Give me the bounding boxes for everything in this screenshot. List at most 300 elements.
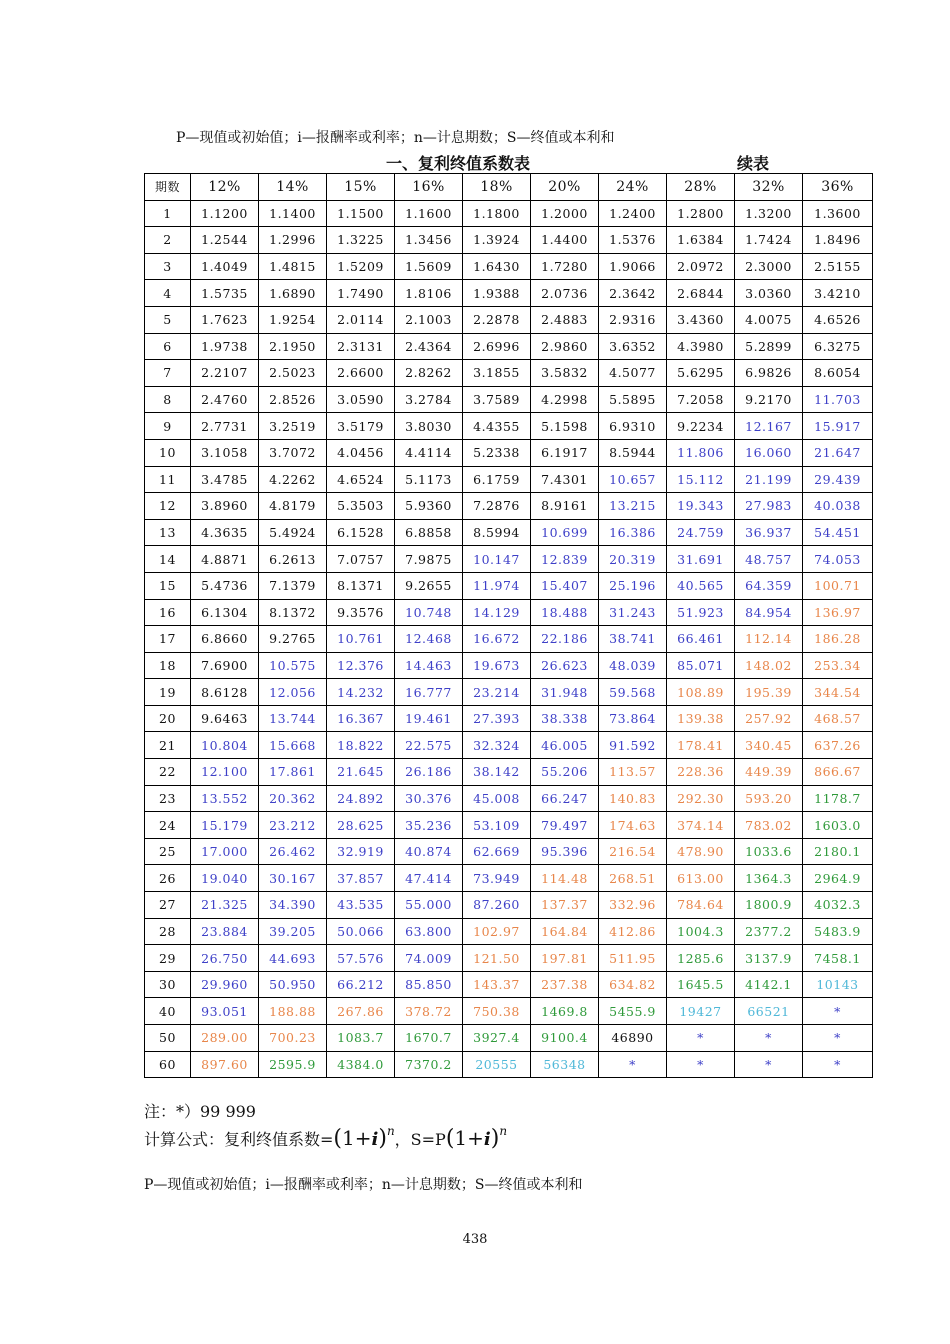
table-cell-value: 1.3200: [735, 200, 803, 227]
table-cell-value: 4.3980: [667, 333, 735, 360]
table-cell-star: *: [667, 1025, 735, 1052]
table-cell-value: 40.565: [667, 572, 735, 599]
table-cell-value: 292.30: [667, 785, 735, 812]
table-cell-value: 188.88: [259, 998, 327, 1025]
table-cell-value: 14.232: [327, 679, 395, 706]
table-cell-value: 66.212: [327, 971, 395, 998]
table-header-row: [145, 174, 873, 201]
table-cell-value: 12.100: [191, 759, 259, 786]
table-cell-value: 1.3225: [327, 227, 395, 254]
table-cell-value: 613.00: [667, 865, 735, 892]
table-cell-value: 4.0075: [735, 306, 803, 333]
table-row: [145, 333, 873, 360]
period-cell: 26: [145, 865, 191, 892]
table-cell-value: 186.28: [803, 626, 873, 653]
table-cell-value: 1.9254: [259, 306, 327, 333]
table-cell-value: 10.575: [259, 652, 327, 679]
table-cell-value: 6.1759: [463, 466, 531, 493]
table-cell-value: 6.8660: [191, 626, 259, 653]
table-cell-value: 5.2899: [735, 333, 803, 360]
table-cell-value: 1.2544: [191, 227, 259, 254]
table-cell-value: 73.864: [599, 705, 667, 732]
period-cell: 9: [145, 413, 191, 440]
table-cell-value: 7370.2: [395, 1051, 463, 1078]
table-cell-value: 1.7490: [327, 280, 395, 307]
table-cell-value: 73.949: [463, 865, 531, 892]
period-cell: 29: [145, 945, 191, 972]
table-cell-value: 6.1304: [191, 599, 259, 626]
formula-exponent: n: [386, 1124, 395, 1138]
table-cell-value: 113.57: [599, 759, 667, 786]
table-cell-value: 5.2338: [463, 439, 531, 466]
table-cell-value: 27.393: [463, 705, 531, 732]
table-cell-value: 12.376: [327, 652, 395, 679]
table-cell-star: *: [803, 1051, 873, 1078]
table-cell-value: 23.884: [191, 918, 259, 945]
table-cell-value: 8.1371: [327, 572, 395, 599]
table-cell-value: 1.5735: [191, 280, 259, 307]
table-cell-value: 20.362: [259, 785, 327, 812]
table-cell-value: 1.6384: [667, 227, 735, 254]
table-cell-value: 10.761: [327, 626, 395, 653]
table-cell-value: 2.6844: [667, 280, 735, 307]
period-cell: 30: [145, 971, 191, 998]
table-cell-value: 3.1855: [463, 360, 531, 387]
table-cell-value: 6.1917: [531, 439, 599, 466]
table-cell-value: 12.167: [735, 413, 803, 440]
table-cell-value: 102.97: [463, 918, 531, 945]
table-cell-value: 4.0456: [327, 439, 395, 466]
bottom-note: P—现值或初始值；i—报酬率或利率；n—计息期数；S—终值或本利和: [144, 1177, 583, 1193]
table-cell-value: 139.38: [667, 705, 735, 732]
table-cell-value: 1.1800: [463, 200, 531, 227]
table-cell-value: 1.4049: [191, 253, 259, 280]
table-cell-value: 2.0114: [327, 306, 395, 333]
table-cell-value: 5.5895: [599, 386, 667, 413]
table-cell-value: 1178.7: [803, 785, 873, 812]
table-cell-value: 36.937: [735, 519, 803, 546]
footnote: 注：*）99 999: [144, 1102, 256, 1121]
table-row: [145, 546, 873, 573]
table-cell-value: 866.67: [803, 759, 873, 786]
period-cell: 13: [145, 519, 191, 546]
table-cell-value: 85.850: [395, 971, 463, 998]
table-cell-value: 253.34: [803, 652, 873, 679]
table-cell-value: 1.9388: [463, 280, 531, 307]
table-cell-value: 2595.9: [259, 1051, 327, 1078]
table-cell-value: 4.2998: [531, 386, 599, 413]
table-cell-value: 1469.8: [531, 998, 599, 1025]
table-cell-value: 1.5376: [599, 227, 667, 254]
table-cell-value: 7.4301: [531, 466, 599, 493]
table-cell-value: 1.6890: [259, 280, 327, 307]
period-cell: 25: [145, 838, 191, 865]
table-cell-value: 27.983: [735, 493, 803, 520]
table-cell-value: 22.575: [395, 732, 463, 759]
table-cell-value: 8.5994: [463, 519, 531, 546]
table-cell-value: 1.4815: [259, 253, 327, 280]
table-row: [145, 280, 873, 307]
table-cell-value: 136.97: [803, 599, 873, 626]
table-cell-value: 10.748: [395, 599, 463, 626]
table-cell-value: 13.744: [259, 705, 327, 732]
table-cell-value: 26.186: [395, 759, 463, 786]
table-cell-value: 4032.3: [803, 892, 873, 919]
table-cell-value: 3927.4: [463, 1025, 531, 1052]
table-cell-value: 3.4210: [803, 280, 873, 307]
table-cell-value: 2.7731: [191, 413, 259, 440]
table-cell-value: 10.699: [531, 519, 599, 546]
table-cell-value: 22.186: [531, 626, 599, 653]
table-cell-value: 5.3503: [327, 493, 395, 520]
table-cell-value: 12.839: [531, 546, 599, 573]
table-cell-value: 4.3635: [191, 519, 259, 546]
table-cell-value: 340.45: [735, 732, 803, 759]
table-cell-value: 412.86: [599, 918, 667, 945]
table-cell-value: 50.066: [327, 918, 395, 945]
table-cell-value: 268.51: [599, 865, 667, 892]
table-cell-value: 31.948: [531, 679, 599, 706]
table-cell-value: 19.673: [463, 652, 531, 679]
period-cell: 8: [145, 386, 191, 413]
table-cell-value: 4.6526: [803, 306, 873, 333]
table-row: [145, 439, 873, 466]
table-cell-value: 47.414: [395, 865, 463, 892]
table-cell-value: 2180.1: [803, 838, 873, 865]
table-cell-value: 6.8858: [395, 519, 463, 546]
table-row: [145, 918, 873, 945]
table-cell-value: 87.260: [463, 892, 531, 919]
table-cell-value: 9.6463: [191, 705, 259, 732]
formula-label: 计算公式：复利终值系数=: [144, 1130, 334, 1149]
table-cell-value: 28.625: [327, 812, 395, 839]
table-cell-value: 59.568: [599, 679, 667, 706]
table-cell-value: 18.488: [531, 599, 599, 626]
table-cell-value: 10.657: [599, 466, 667, 493]
table-cell-star: *: [803, 1025, 873, 1052]
table-cell-value: 39.205: [259, 918, 327, 945]
table-cell-value: 237.38: [531, 971, 599, 998]
table-cell-value: 5.4736: [191, 572, 259, 599]
table-cell-value: 23.214: [463, 679, 531, 706]
table-cell-value: 11.806: [667, 439, 735, 466]
period-cell: 1: [145, 200, 191, 227]
table-row: [145, 519, 873, 546]
table-cell-value: 2.2878: [463, 306, 531, 333]
table-cell-star: *: [803, 998, 873, 1025]
table-cell-value: 7.6900: [191, 652, 259, 679]
table-row: [145, 892, 873, 919]
table-cell-value: 1.3456: [395, 227, 463, 254]
table-cell-value: 10143: [803, 971, 873, 998]
table-row: [145, 1051, 873, 1078]
table-cell-value: 1.1400: [259, 200, 327, 227]
rate-header: 16%: [395, 174, 463, 201]
table-cell-value: 4.8871: [191, 546, 259, 573]
table-cell-value: 3.4360: [667, 306, 735, 333]
table-cell-value: 1083.7: [327, 1025, 395, 1052]
table-cell-value: 8.1372: [259, 599, 327, 626]
table-cell-value: 15.179: [191, 812, 259, 839]
table-cell-value: 700.23: [259, 1025, 327, 1052]
table-cell-value: 31.691: [667, 546, 735, 573]
rate-header: 32%: [735, 174, 803, 201]
table-cell-value: 374.14: [667, 812, 735, 839]
table-cell-value: 51.923: [667, 599, 735, 626]
table-row: [145, 679, 873, 706]
table-cell-value: 267.86: [327, 998, 395, 1025]
table-cell-value: 3.6352: [599, 333, 667, 360]
table-cell-value: 16.060: [735, 439, 803, 466]
table-continued-label: 续表: [737, 154, 770, 173]
table-cell-value: 100.71: [803, 572, 873, 599]
table-cell-value: 2.5023: [259, 360, 327, 387]
table-row: [145, 971, 873, 998]
table-cell-value: 1.5209: [327, 253, 395, 280]
table-cell-value: 44.693: [259, 945, 327, 972]
table-cell-value: 38.338: [531, 705, 599, 732]
table-title: 一、复利终值系数表: [386, 154, 531, 173]
table-cell-value: 4.4114: [395, 439, 463, 466]
table-row: [145, 306, 873, 333]
rate-header: 12%: [191, 174, 259, 201]
rate-header: 15%: [327, 174, 395, 201]
table-cell-value: 1.2996: [259, 227, 327, 254]
table-cell-value: 29.439: [803, 466, 873, 493]
table-cell-value: 16.777: [395, 679, 463, 706]
period-cell: 24: [145, 812, 191, 839]
table-cell-value: 43.535: [327, 892, 395, 919]
table-cell-value: 9.2234: [667, 413, 735, 440]
table-cell-value: 31.243: [599, 599, 667, 626]
period-cell: 17: [145, 626, 191, 653]
period-header: 期数: [145, 174, 191, 201]
table-cell-value: 3.8030: [395, 413, 463, 440]
table-cell-value: 55.000: [395, 892, 463, 919]
period-cell: 23: [145, 785, 191, 812]
table-cell-value: 114.48: [531, 865, 599, 892]
table-cell-value: 11.974: [463, 572, 531, 599]
table-cell-value: 40.038: [803, 493, 873, 520]
table-cell-value: 1645.5: [667, 971, 735, 998]
table-cell-value: 37.857: [327, 865, 395, 892]
table-cell-value: 1.8106: [395, 280, 463, 307]
table-row: [145, 998, 873, 1025]
table-cell-value: 7.1379: [259, 572, 327, 599]
table-cell-value: 2.5155: [803, 253, 873, 280]
table-cell-value: 9.2170: [735, 386, 803, 413]
table-cell-value: 216.54: [599, 838, 667, 865]
formula-var-i: i: [483, 1129, 491, 1150]
table-cell-value: 4384.0: [327, 1051, 395, 1078]
table-row: [145, 360, 873, 387]
rate-header: 18%: [463, 174, 531, 201]
table-cell-value: 174.63: [599, 812, 667, 839]
table-cell-value: 48.757: [735, 546, 803, 573]
table-row: [145, 865, 873, 892]
table-cell-value: 289.00: [191, 1025, 259, 1052]
table-cell-value: 8.6054: [803, 360, 873, 387]
table-row: [145, 785, 873, 812]
table-cell-value: 10.147: [463, 546, 531, 573]
table-cell-value: 4.6524: [327, 466, 395, 493]
table-row: [145, 413, 873, 440]
period-cell: 20: [145, 705, 191, 732]
period-cell: 2: [145, 227, 191, 254]
table-cell-value: 48.039: [599, 652, 667, 679]
table-row: [145, 652, 873, 679]
table-cell-value: 1.2800: [667, 200, 735, 227]
table-cell-value: 25.196: [599, 572, 667, 599]
table-cell-value: 7.0757: [327, 546, 395, 573]
table-cell-value: 56348: [531, 1051, 599, 1078]
period-cell: 27: [145, 892, 191, 919]
table-row: [145, 732, 873, 759]
table-cell-value: 121.50: [463, 945, 531, 972]
table-cell-value: 2.8526: [259, 386, 327, 413]
table-cell-value: 5.4924: [259, 519, 327, 546]
table-row: [145, 572, 873, 599]
table-cell-value: 1.6430: [463, 253, 531, 280]
table-cell-value: 478.90: [667, 838, 735, 865]
table-cell-value: 2.4883: [531, 306, 599, 333]
period-cell: 12: [145, 493, 191, 520]
table-cell-value: 74.009: [395, 945, 463, 972]
table-cell-value: 21.199: [735, 466, 803, 493]
table-cell-value: 66.461: [667, 626, 735, 653]
table-cell-value: 1.1200: [191, 200, 259, 227]
table-cell-value: 1004.3: [667, 918, 735, 945]
table-cell-value: 15.112: [667, 466, 735, 493]
table-cell-value: 9.3576: [327, 599, 395, 626]
table-row: [145, 227, 873, 254]
period-cell: 15: [145, 572, 191, 599]
table-cell-value: 2.2107: [191, 360, 259, 387]
table-cell-value: 3.5179: [327, 413, 395, 440]
table-cell-value: 332.96: [599, 892, 667, 919]
table-cell-value: 2.0972: [667, 253, 735, 280]
table-cell-value: 5483.9: [803, 918, 873, 945]
table-cell-value: 2.4364: [395, 333, 463, 360]
table-row: [145, 812, 873, 839]
formula-paren: ): [378, 1126, 387, 1151]
table-cell-value: 7.9875: [395, 546, 463, 573]
table-cell-value: 3.8960: [191, 493, 259, 520]
table-cell-value: 178.41: [667, 732, 735, 759]
table-cell-value: 13.215: [599, 493, 667, 520]
table-cell-value: 5.9360: [395, 493, 463, 520]
table-cell-value: 197.81: [531, 945, 599, 972]
period-cell: 5: [145, 306, 191, 333]
rate-header: 28%: [667, 174, 735, 201]
table-cell-value: 14.129: [463, 599, 531, 626]
table-cell-value: 7.2876: [463, 493, 531, 520]
table-cell-star: *: [735, 1051, 803, 1078]
table-cell-value: 12.468: [395, 626, 463, 653]
table-cell-value: 7.2058: [667, 386, 735, 413]
formula-var-i: i: [371, 1129, 379, 1150]
period-cell: 10: [145, 439, 191, 466]
table-cell-value: 108.89: [667, 679, 735, 706]
table-body: [145, 200, 873, 1078]
table-cell-value: 1364.3: [735, 865, 803, 892]
table-cell-value: 6.3275: [803, 333, 873, 360]
table-cell-value: 79.497: [531, 812, 599, 839]
table-cell-value: 257.92: [735, 705, 803, 732]
table-cell-value: 1603.0: [803, 812, 873, 839]
table-cell-value: 3137.9: [735, 945, 803, 972]
table-cell-value: 26.623: [531, 652, 599, 679]
compound-interest-table: [144, 173, 873, 1078]
table-cell-value: 21.325: [191, 892, 259, 919]
rate-header: 14%: [259, 174, 327, 201]
table-cell-value: 14.463: [395, 652, 463, 679]
table-cell-value: 3.4785: [191, 466, 259, 493]
table-cell-value: 53.109: [463, 812, 531, 839]
table-cell-value: 34.390: [259, 892, 327, 919]
table-cell-value: 1.1500: [327, 200, 395, 227]
table-cell-value: 2.3642: [599, 280, 667, 307]
table-row: [145, 599, 873, 626]
table-cell-value: 2.3000: [735, 253, 803, 280]
table-cell-value: 1285.6: [667, 945, 735, 972]
table-cell-star: *: [599, 1051, 667, 1078]
table-cell-value: 16.386: [599, 519, 667, 546]
table-cell-value: 30.376: [395, 785, 463, 812]
table-row: [145, 838, 873, 865]
table-cell-value: 17.861: [259, 759, 327, 786]
table-cell-value: 2.9316: [599, 306, 667, 333]
table-cell-value: 19.040: [191, 865, 259, 892]
table-cell-value: 64.359: [735, 572, 803, 599]
table-cell-value: 26.462: [259, 838, 327, 865]
table-cell-value: 24.892: [327, 785, 395, 812]
table-cell-value: 1.7424: [735, 227, 803, 254]
table-cell-value: 1800.9: [735, 892, 803, 919]
table-cell-value: 38.142: [463, 759, 531, 786]
table-cell-value: 55.206: [531, 759, 599, 786]
table-cell-value: 195.39: [735, 679, 803, 706]
table-cell-value: 1.3600: [803, 200, 873, 227]
period-cell: 22: [145, 759, 191, 786]
formula-separator: ，S=P: [394, 1130, 446, 1149]
table-cell-value: 84.954: [735, 599, 803, 626]
period-cell: 60: [145, 1051, 191, 1078]
table-cell-value: 21.647: [803, 439, 873, 466]
table-cell-value: 6.1528: [327, 519, 395, 546]
table-cell-value: 19.461: [395, 705, 463, 732]
period-cell: 50: [145, 1025, 191, 1052]
table-cell-value: 1.3924: [463, 227, 531, 254]
period-cell: 19: [145, 679, 191, 706]
table-row: [145, 493, 873, 520]
table-cell-value: 11.703: [803, 386, 873, 413]
table-cell-value: 2.8262: [395, 360, 463, 387]
table-cell-value: 5455.9: [599, 998, 667, 1025]
table-cell-value: 4.4355: [463, 413, 531, 440]
table-row: [145, 1025, 873, 1052]
table-cell-value: 2.6600: [327, 360, 395, 387]
table-cell-value: 9100.4: [531, 1025, 599, 1052]
table-cell-value: 19427: [667, 998, 735, 1025]
table-cell-value: 5.1173: [395, 466, 463, 493]
page-number: 438: [462, 1232, 488, 1247]
table-cell-value: 15.407: [531, 572, 599, 599]
table-cell-value: 1.2000: [531, 200, 599, 227]
top-note: P—现值或初始值；i—报酬率或利率；n—计息期数；S—终值或本利和: [176, 130, 615, 146]
table-cell-value: 784.64: [667, 892, 735, 919]
table-cell-value: 3.7072: [259, 439, 327, 466]
